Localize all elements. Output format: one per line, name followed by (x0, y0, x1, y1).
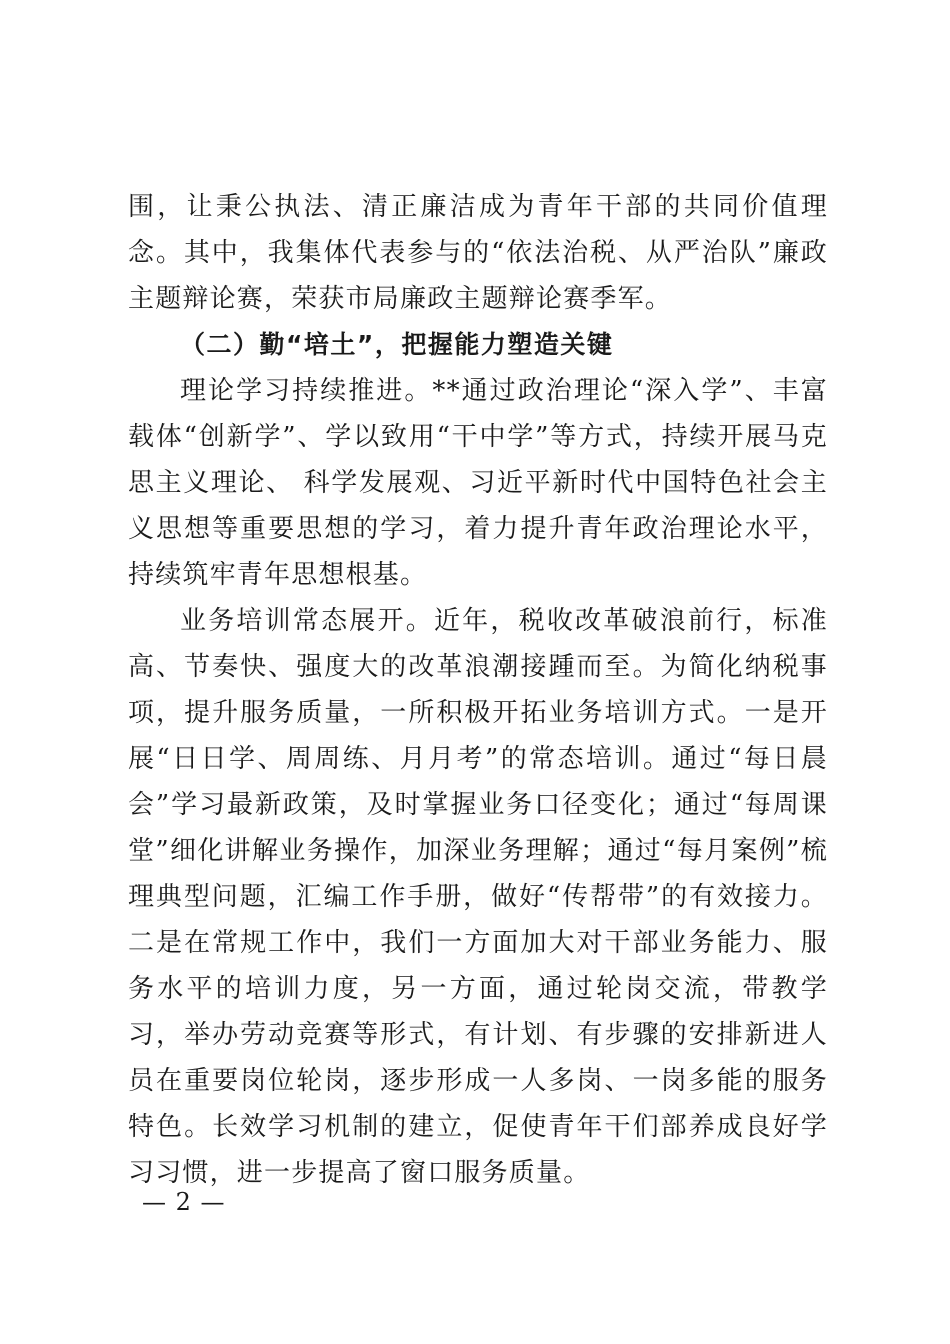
section-heading: （二）勤“培土”，把握能力塑造关键 (180, 330, 614, 359)
paragraph-continuation: 围，让秉公执法、清正廉洁成为青年干部的共同价值理念。其中，我集体代表参与的“依法治税、从严治队”廉政主题辩论赛，荣获市局廉政主题辩论赛季军。 (128, 192, 828, 314)
document-body (128, 184, 828, 1196)
paragraph-business-training: 业务培训常态展开。近年，税收改革破浪前行，标准高、节奏快、强度大的改革浪潮接踵而至。为简化纳税事项，提升服务质量，一所积极开拓业务培训方式。一是开展“日日学、周周练、月月考”的常态培训。通过“每日晨会”学习最新政策，及时掌握业务口径变化；通过“每周课堂”细化讲解业务操作，加深业务理解；通过“每月案例”梳理典型问题，汇编工作手册，做好“传帮带”的有效接力。二是在常规工作中，我们一方面加大对干部业务能力、服务水平的培训力度，另一方面，通过轮岗交流，带教学习，举办劳动竞赛等形式，有计划、有步骤的安排新进人员在重要岗位轮岗，逐步形成一人多岗、一岗多能的服务特色。长效学习机制的建立，促使青年干们部养成良好学习习惯，进一步提高了窗口服务质量。 (128, 606, 828, 1188)
page-number: — 2 — (142, 1188, 226, 1216)
paragraph-theory-study: 理论学习持续推进。**通过政治理论“深入学”、丰富载体“创新学”、学以致用“干中学”等方式，持续开展马克思主义理论、 科学发展观、习近平新时代中国特色社会主义思想等重要思想的学习，着力提升青年政治理论水平，持续筑牢青年思想根基。 (128, 376, 828, 590)
